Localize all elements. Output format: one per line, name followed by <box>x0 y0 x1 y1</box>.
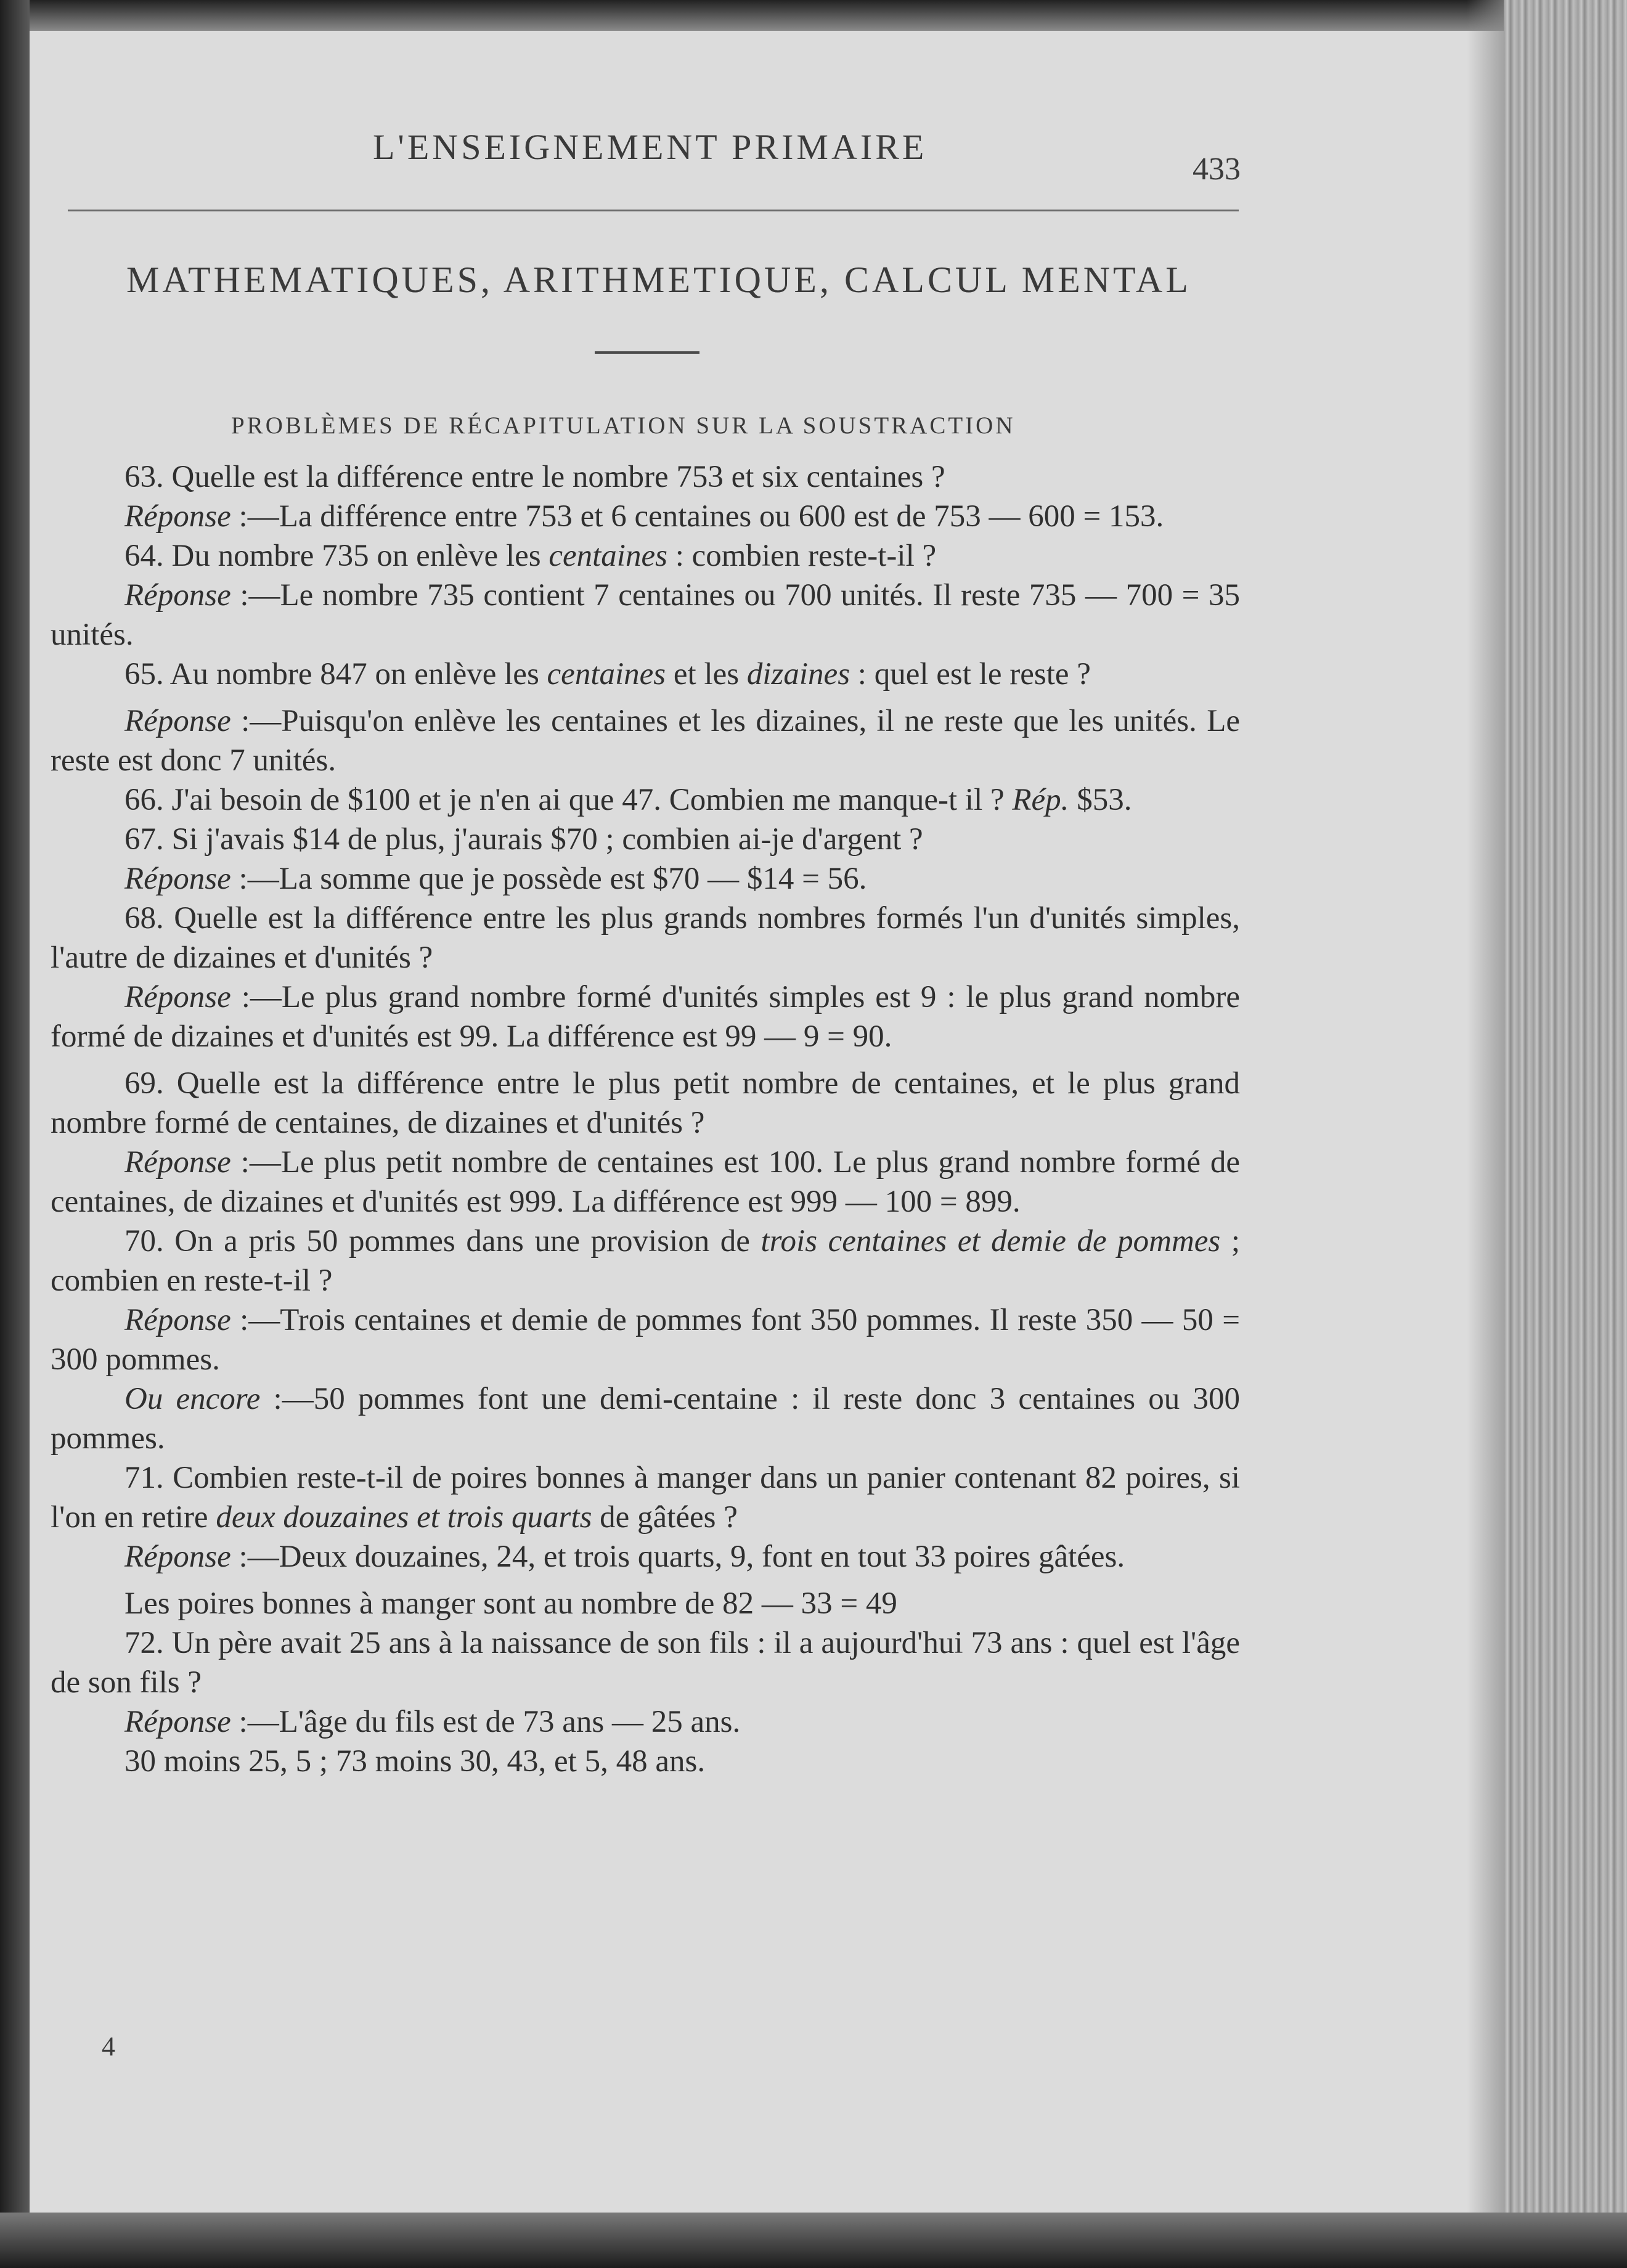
problem-72-result: 30 moins 25, 5 ; 73 moins 30, 43, et 5, 48 ans. <box>124 1744 706 1779</box>
problem-65-question: 65. Au nombre 847 on enlève les centaines et les dizaines : quel est le reste ? <box>124 657 1091 691</box>
problem-65-answer: Réponse :—Puisqu'on enlève les centaines et les dizaines, il ne reste que les unités. Le reste est donc 7 unités. <box>51 704 1240 778</box>
problem-63-answer: Réponse :—La différence entre 753 et 6 centaines ou 600 est de 753 — 600 = 153. <box>124 499 1164 534</box>
header-rule <box>68 210 1239 211</box>
scan-edge-bottom <box>0 2213 1627 2268</box>
scan-edge-top <box>0 0 1627 31</box>
problem-68-question: 68. Quelle est la différence entre les plus grands nombres formés l'un d'unités simples, l'autre de dizaines et d'unités ? <box>51 901 1240 975</box>
problem-71-answer: Réponse :—Deux douzaines, 24, et trois quarts, 9, font en tout 33 poires gâtées. <box>124 1540 1125 1574</box>
problem-70-alternative: Ou encore :—50 pommes font une demi-centaine : il reste donc 3 centaines ou 300 pommes. <box>51 1382 1240 1456</box>
problem-67-answer: Réponse :—La somme que je possède est $70 — $14 = 56. <box>124 862 867 896</box>
problem-69-answer: Réponse :—Le plus petit nombre de centaines est 100. Le plus grand nombre formé de centaines, de dizaines et d'unités est 999. La différence est 999 — 100 = 899. <box>51 1145 1240 1219</box>
problem-72-question: 72. Un père avait 25 ans à la naissance de son fils : il a aujourd'hui 73 ans : quel est l'âge de son fils ? <box>51 1626 1240 1700</box>
problem-69-question: 69. Quelle est la différence entre le plus petit nombre de centaines, et le plus grand nombre formé de centaines, de dizaines et d'unités ? <box>51 1066 1240 1140</box>
problem-66: 66. J'ai besoin de $100 et je n'en ai que 47. Combien me manque-t il ? Rép. $53. <box>124 783 1132 817</box>
problem-64-question: 64. Du nombre 735 on enlève les centaines : combien reste-t-il ? <box>124 539 937 573</box>
book-fore-edge <box>1504 0 1627 2268</box>
page-number: 433 <box>1193 152 1241 187</box>
problem-70-question: 70. On a pris 50 pommes dans une provision de trois centaines et demie de pommes ; combien en reste-t-il ? <box>51 1224 1240 1298</box>
section-title: MATHEMATIQUES, ARITHMETIQUE, CALCUL MENTAL <box>126 259 1191 300</box>
problem-71-question: 71. Combien reste-t-il de poires bonnes à manger dans un panier contenant 82 poires, si l'on en retire deux douzaines et trois quarts de gâtées ? <box>51 1461 1240 1535</box>
problems-body <box>51 450 1240 1781</box>
problem-70-answer: Réponse :—Trois centaines et demie de pommes font 350 pommes. Il reste 350 — 50 = 300 pommes. <box>51 1303 1240 1377</box>
section-divider <box>595 351 699 354</box>
scan-edge-left <box>0 0 30 2268</box>
problem-64-answer: Réponse :—Le nombre 735 contient 7 centaines ou 700 unités. Il reste 735 — 700 = 35 unités. <box>51 578 1240 652</box>
page-curl-shadow <box>1467 0 1504 2268</box>
problem-67-question: 67. Si j'avais $14 de plus, j'aurais $70 ; combien ai-je d'argent ? <box>124 822 923 857</box>
problem-71-result: Les poires bonnes à manger sont au nombre de 82 — 33 = 49 <box>124 1586 897 1621</box>
problem-68-answer: Réponse :—Le plus grand nombre formé d'unités simples est 9 : le plus grand nombre formé de dizaines et d'unités est 99. La différence est 99 — 9 = 90. <box>51 980 1240 1054</box>
problem-63-question: 63. Quelle est la différence entre le nombre 753 et six centaines ? <box>124 460 945 494</box>
running-head: L'ENSEIGNEMENT PRIMAIRE <box>373 127 928 167</box>
subsection-title: PROBLÈMES DE RÉCAPITULATION SUR LA SOUSTRACTION <box>231 412 1016 439</box>
signature-mark: 4 <box>102 2031 115 2062</box>
problem-72-answer: Réponse :—L'âge du fils est de 73 ans — 25 ans. <box>124 1705 741 1739</box>
